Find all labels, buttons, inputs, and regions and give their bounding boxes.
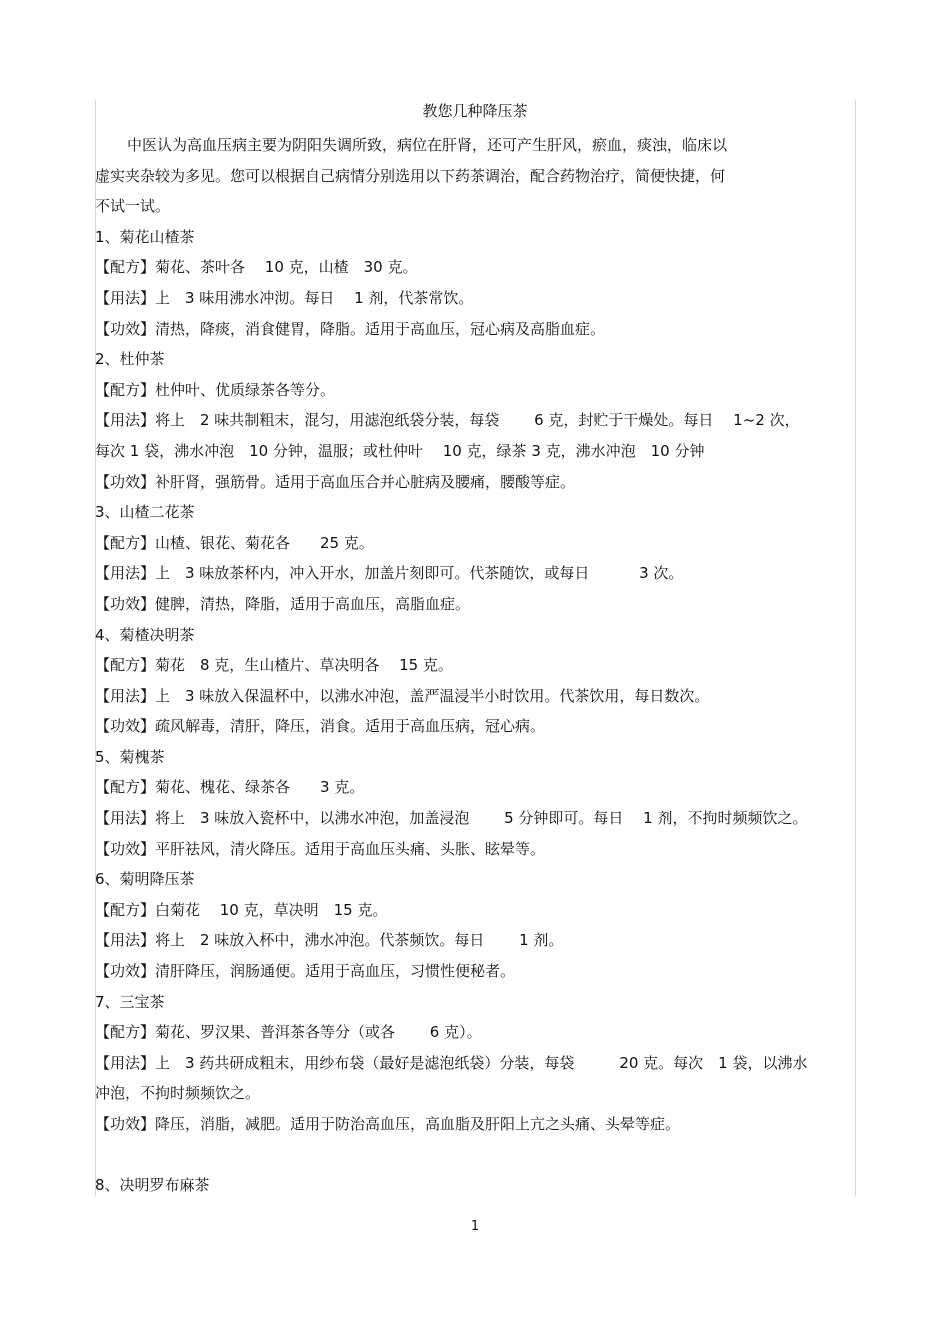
section-heading: 5、菊槐茶 [95, 747, 165, 766]
section-line: 【用法】上 3 味放入保温杯中，以沸水冲泡，盖严温浸半小时饮用。代茶饮用，每日数次。 [95, 686, 710, 705]
section-line: 【功效】清热，降痰，消食健胃，降脂。适用于高血压，冠心病及高脂血症。 [95, 319, 606, 338]
section-line: 【功效】补肝肾，强筋骨。适用于高血压合并心脏病及腰痛，腰酸等症。 [95, 472, 576, 491]
section-line: 【功效】清肝降压，润肠通便。适用于高血压，习惯性便秘者。 [95, 962, 516, 981]
section-heading: 4、菊楂决明茶 [95, 625, 195, 644]
section-heading: 3、山楂二花茶 [95, 503, 195, 522]
section-heading: 1、菊花山楂茶 [95, 227, 195, 246]
section-line: 【用法】上 3 药共研成粗末，用纱布袋（最好是滤泡纸袋）分装，每袋 20 克。每次 1 袋，以沸水 [95, 1053, 808, 1072]
intro-paragraph-line: 虚实夹杂较为多见。您可以根据自己病情分别选用以下药茶调治，配合药物治疗，简便快捷，何 [95, 166, 726, 185]
section-line: 【功效】平肝祛风，清火降压。适用于高血压头痛、头胀、眩晕等。 [95, 839, 546, 858]
section-line: 【配方】菊花、茶叶各 10 克，山楂 30 克。 [95, 258, 418, 277]
section-heading: 8、决明罗布麻茶 [95, 1176, 210, 1195]
section-line: 【用法】将上 3 味放入瓷杯中，以沸水冲泡，加盖浸泡 5 分钟即可。每日 1 剂，不拘时频频饮之。 [95, 809, 808, 828]
document-title: 教您几种降压茶 [422, 102, 528, 120]
blank-line [95, 1140, 855, 1171]
section-line: 【配方】菊花、罗汉果、普洱茶各等分（或各 6 克）。 [95, 1023, 482, 1042]
page-number: 1 [470, 1219, 480, 1234]
section-line: 【功效】健脾，清热，降脂，适用于高血压，高脂血症。 [95, 594, 471, 613]
section-line: 【配方】白菊花 10 克，草决明 15 克。 [95, 900, 388, 919]
intro-paragraph-line: 不试一试。 [95, 197, 171, 216]
section-line: 每次 1 袋，沸水冲泡 10 分钟，温服；或杜仲叶 10 克，绿茶 3 克，沸水冲泡 10 分钟 [95, 441, 705, 460]
section-heading: 2、杜仲茶 [95, 350, 165, 369]
section-line: 【配方】菊花、槐花、绿茶各 3 克。 [95, 778, 365, 797]
section-line: 【配方】山楂、银花、菊花各 25 克。 [95, 533, 374, 552]
section-line: 【用法】上 3 味用沸水冲沏。每日 1 剂，代茶常饮。 [95, 288, 474, 307]
right-margin-line [855, 100, 856, 1196]
section-line: 【用法】将上 2 味共制粗末，混匀，用滤泡纸袋分装，每袋 6 克，封贮于干燥处。每日 1~2 次， [95, 411, 800, 430]
document-body [95, 130, 855, 1201]
section-line: 【功效】疏风解毒，清肝，降压，消食。适用于高血压病，冠心病。 [95, 717, 546, 736]
section-line: 冲泡，不拘时频频饮之。 [95, 1084, 261, 1103]
section-line: 【用法】将上 2 味放入杯中，沸水冲泡。代茶频饮。每日 1 剂。 [95, 931, 564, 950]
section-line: 【用法】上 3 味放茶杯内，冲入开水，加盖片刻即可。代茶随饮，或每日 3 次。 [95, 564, 684, 583]
section-line: 【配方】菊花 8 克，生山楂片、草决明各 15 克。 [95, 656, 453, 675]
section-heading: 7、三宝茶 [95, 992, 165, 1011]
section-line: 【配方】杜仲叶、优质绿茶各等分。 [95, 380, 336, 399]
section-line: 【功效】降压，消脂，减肥。适用于防治高血压，高血脂及肝阳上亢之头痛、头晕等症。 [95, 1115, 681, 1133]
intro-paragraph-line: 中医认为高血压病主要为阴阳失调所致，病位在肝肾，还可产生肝风，瘀血，痰浊，临床以 [127, 136, 728, 154]
section-heading: 6、菊明降压茶 [95, 870, 195, 889]
